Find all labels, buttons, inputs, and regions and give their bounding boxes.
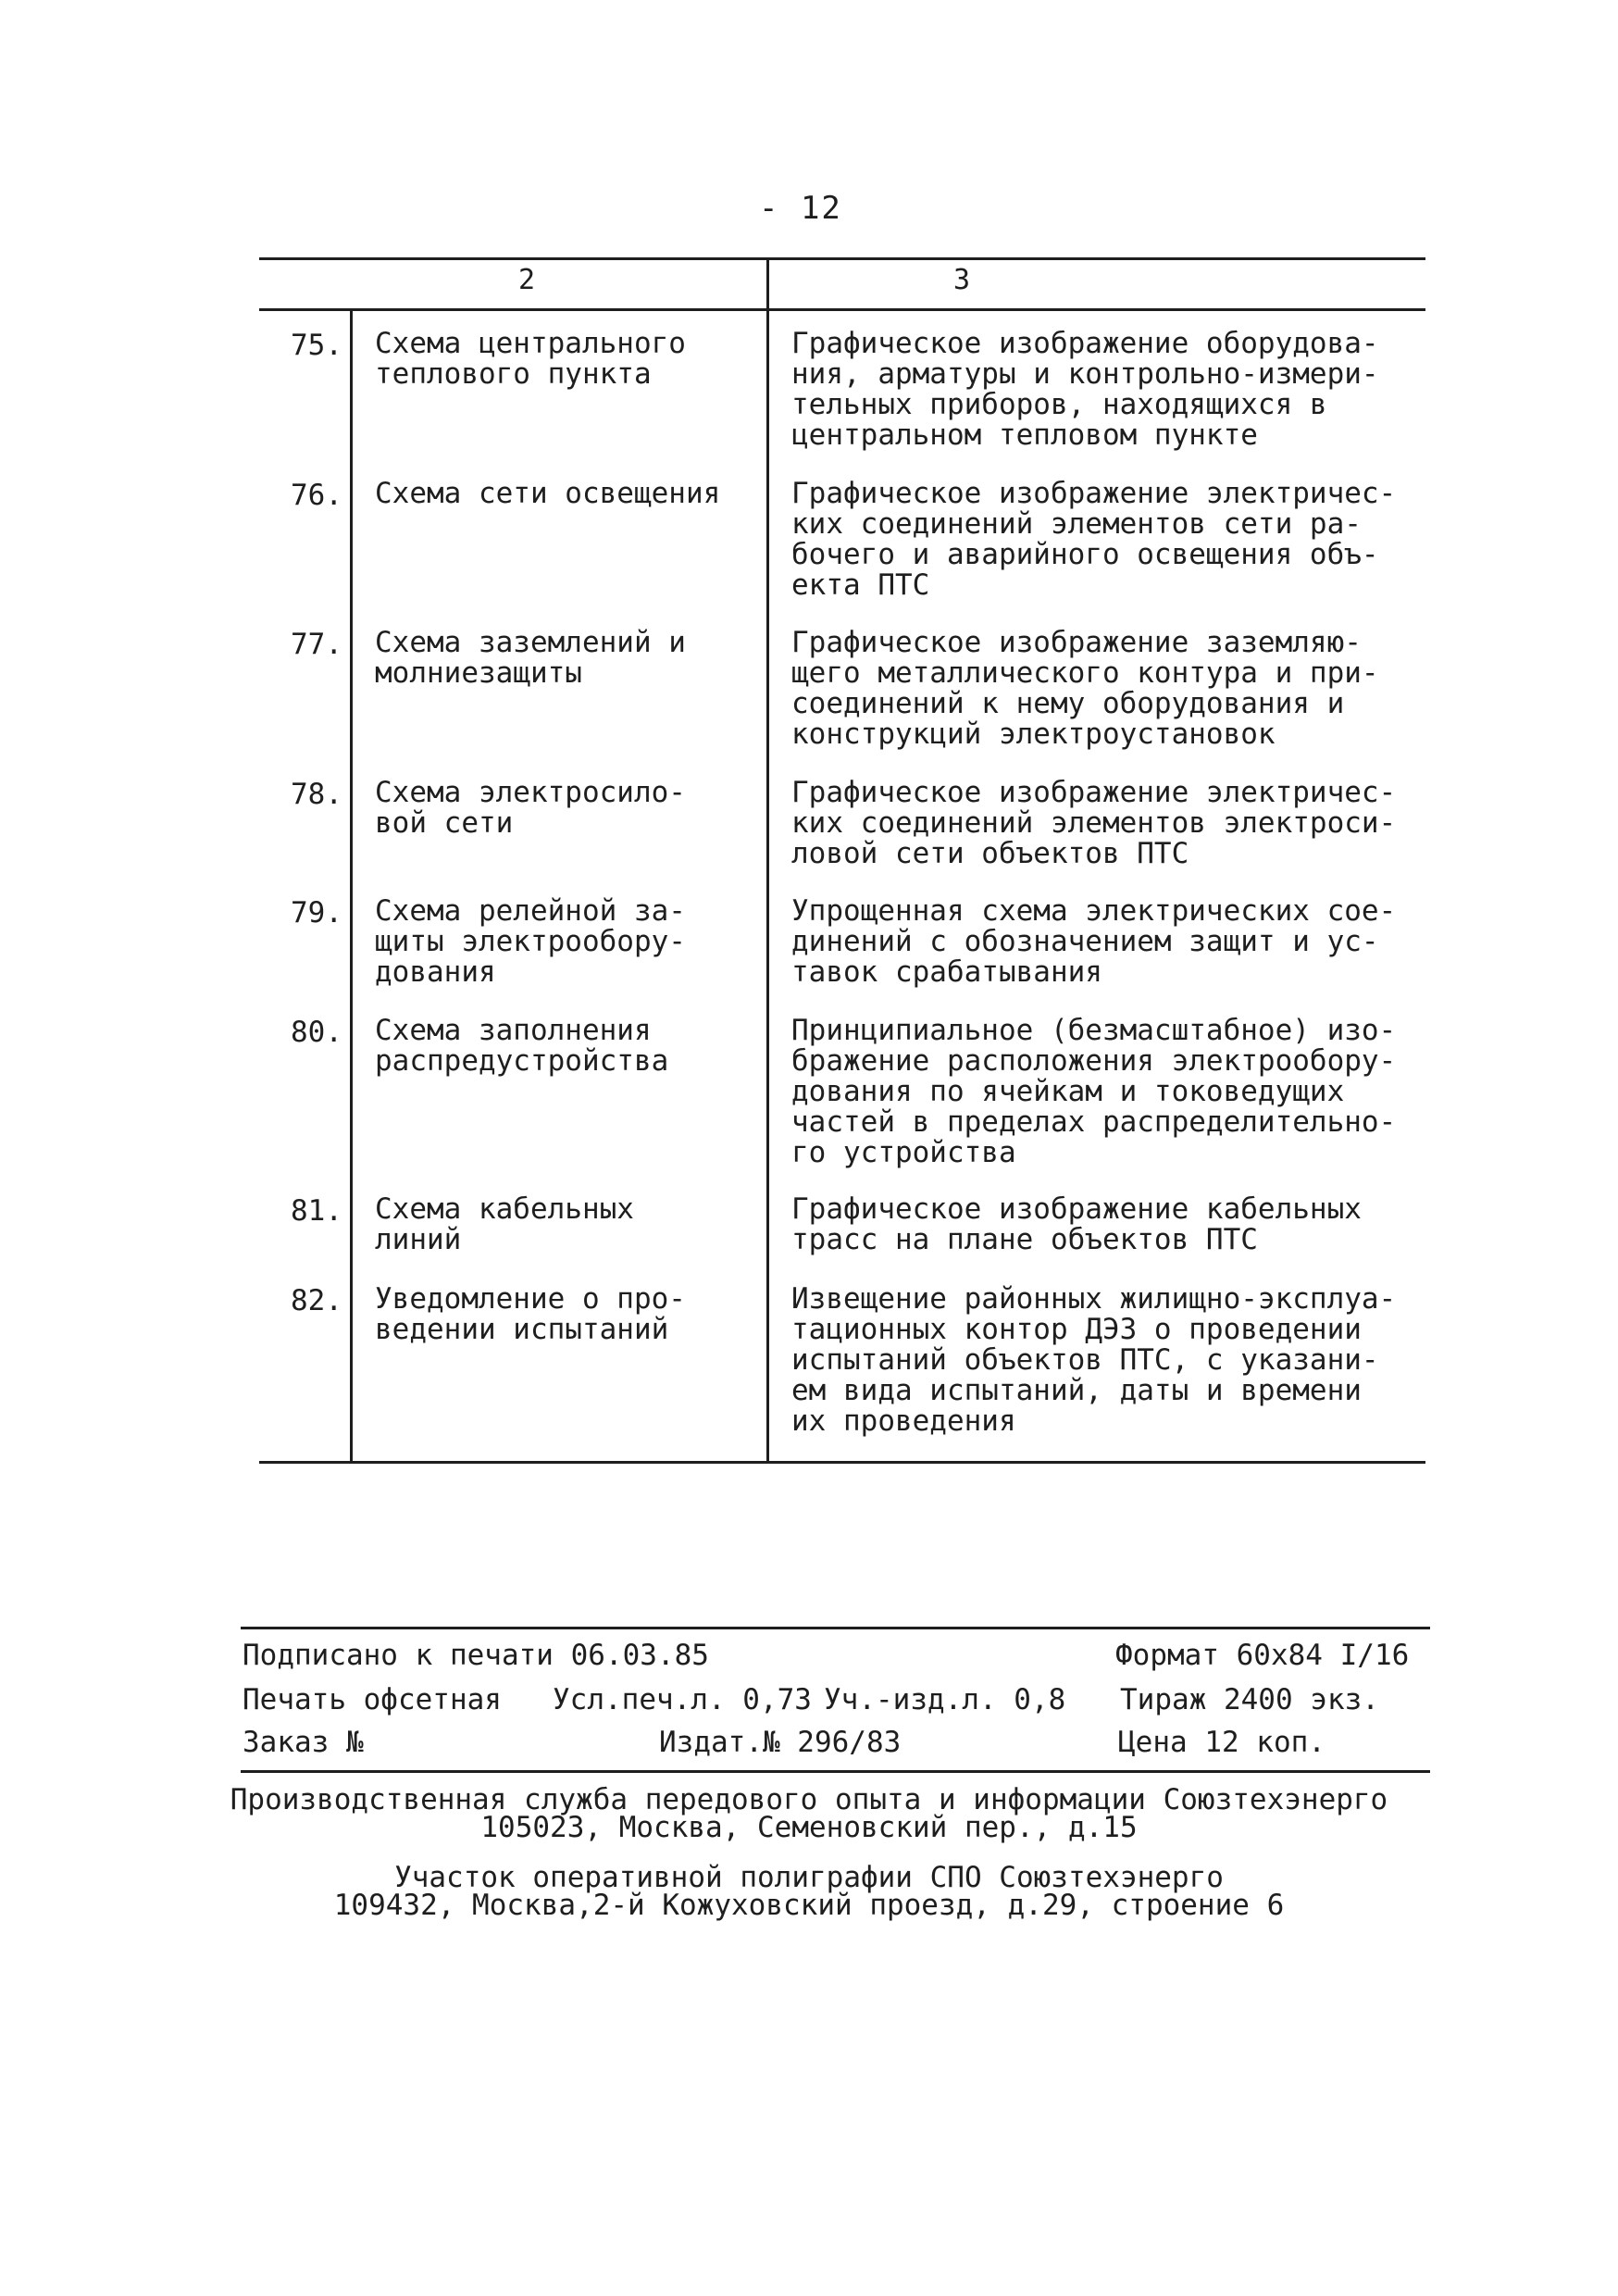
- publisher-name: Производственная служба передового опыта и информации Союзтехэнерго: [230, 1783, 1388, 1816]
- document-name: Схема заземлений и молниезащиты: [375, 626, 686, 690]
- document-description: Принципиальное (безмасштабное) изо- бражение расположения электрообору- дования по ячейкам и токоведущих частей в пределах распределительно- го устройства: [791, 1014, 1397, 1169]
- row-number: 79.: [291, 896, 342, 930]
- column-header-3: 3: [953, 264, 971, 296]
- document-description: Графическое изображение оборудова- ния, арматуры и контрольно-измери- тельных приборов, находящихся в центральном тепловом пункте: [791, 327, 1379, 452]
- imprint-print: Печать офсетная: [243, 1683, 502, 1716]
- row-number: 75.: [291, 329, 342, 362]
- row-number: 80.: [291, 1016, 342, 1049]
- document-name: Схема кабельных линий: [375, 1192, 634, 1256]
- row-number: 81.: [291, 1194, 342, 1228]
- document-description: Графическое изображение электричес- ких соединений элементов сети ра- бочего и аварийного освещения объ- екта ПТС: [791, 477, 1397, 602]
- imprint-top-rule: [241, 1627, 1430, 1629]
- row-number: 82.: [291, 1284, 342, 1317]
- imprint-bottom-rule: [241, 1770, 1430, 1773]
- row-number: 78.: [291, 778, 342, 811]
- printer-address: 109432, Москва,2-й Кожуховский проезд, д.29, строение 6: [333, 1889, 1285, 1922]
- document-name: Схема сети освещения: [375, 477, 721, 510]
- table-col-divider-2: [766, 257, 769, 1463]
- imprint-price: Цена 12 коп.: [1118, 1726, 1326, 1759]
- table-header-rule: [259, 308, 1425, 311]
- imprint-izdat: Издат.№ 296/83: [659, 1726, 902, 1759]
- imprint-uch: Уч.-изд.л. 0,8: [824, 1683, 1066, 1716]
- table-col-divider-1: [350, 308, 353, 1463]
- document-description: Извещение районных жилищно-эксплуа- тационных контор ДЭЗ о проведении испытаний объектов ПТС, с указани- ем вида испытаний, даты и времени их проведения: [791, 1282, 1397, 1438]
- document-description: Графическое изображение заземляю- щего металлического контура и при- соединений к нему оборудования и конструкций электроустановок: [791, 626, 1379, 751]
- imprint-format: Формат 60х84 I/16: [1115, 1639, 1410, 1672]
- publisher-address: 105023, Москва, Семеновский пер., д.15: [480, 1811, 1138, 1844]
- document-description: Графическое изображение электричес- ких соединений элементов электроси- ловой сети объектов ПТС: [791, 776, 1397, 870]
- document-name: Схема центрального теплового пункта: [375, 327, 686, 391]
- document-description: Графическое изображение кабельных трасс на плане объектов ПТС: [791, 1192, 1362, 1256]
- imprint-signed: Подписано к печати 06.03.85: [243, 1639, 709, 1672]
- imprint-tirazh: Тираж 2400 экз.: [1120, 1683, 1379, 1716]
- imprint-order: Заказ №: [243, 1726, 364, 1759]
- document-name: Схема релейной за- щиты электрообору- дования: [375, 894, 686, 989]
- table-bottom-rule: [259, 1461, 1425, 1464]
- page-number: - 12: [759, 190, 842, 227]
- row-number: 77.: [291, 628, 342, 661]
- document-name: Уведомление о про- ведении испытаний: [375, 1282, 686, 1346]
- document-name: Схема заполнения распредустройства: [375, 1014, 669, 1078]
- document-name: Схема электросило- вой сети: [375, 776, 686, 840]
- column-header-2: 2: [518, 264, 536, 296]
- row-number: 76.: [291, 479, 342, 512]
- document-description: Упрощенная схема электрических сое- динений с обозначением защит и ус- тавок срабатывания: [791, 894, 1397, 989]
- printer-name: Участок оперативной полиграфии СПО Союзтехэнерго: [394, 1861, 1224, 1894]
- imprint-usl: Усл.печ.л. 0,73: [553, 1683, 812, 1716]
- table-top-rule: [259, 257, 1425, 260]
